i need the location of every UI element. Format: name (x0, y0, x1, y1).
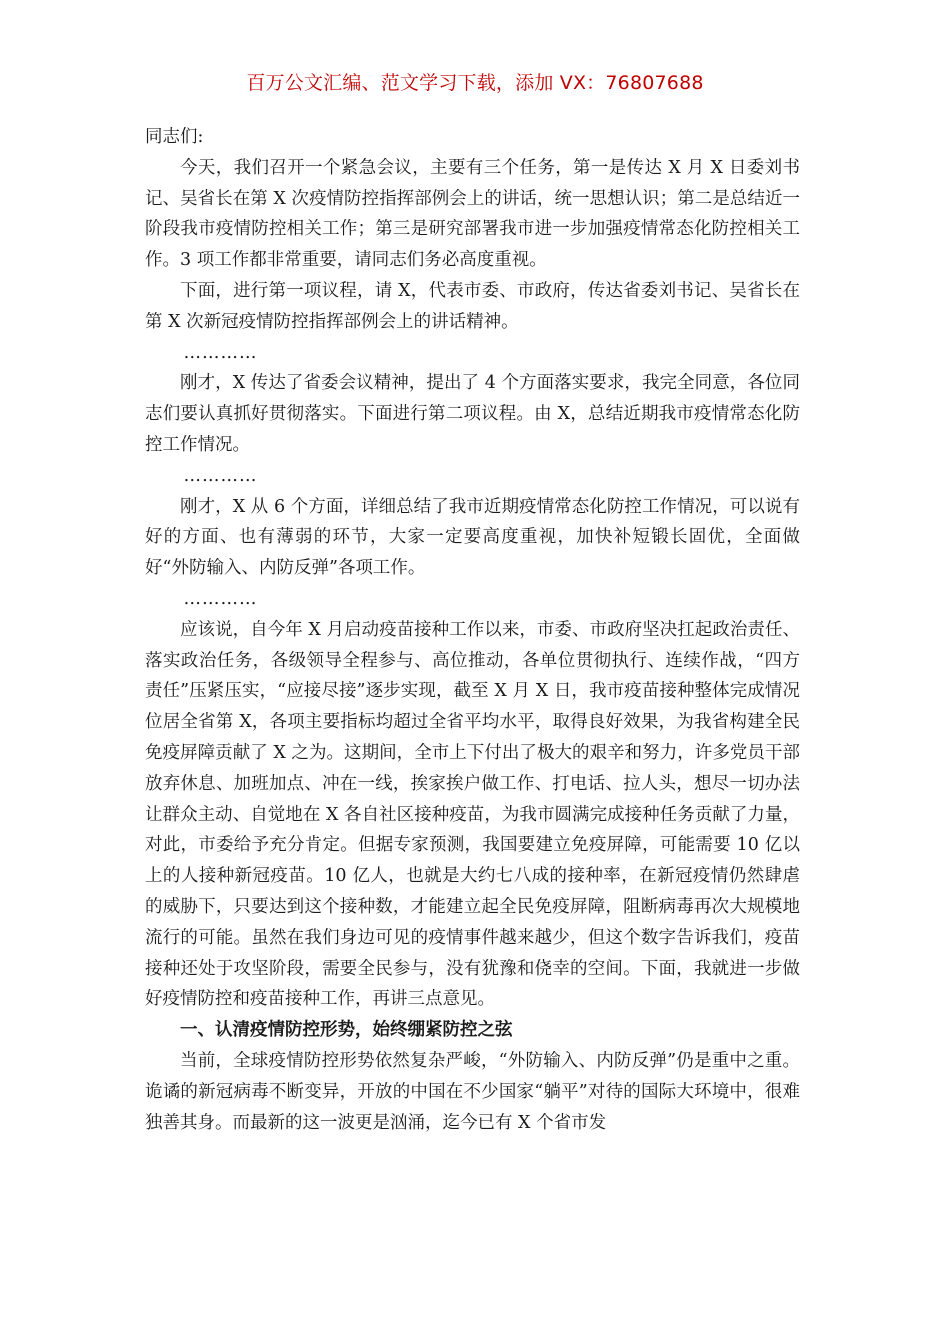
ellipsis-separator: ………… (183, 465, 258, 486)
ellipsis-separator: ………… (183, 342, 258, 363)
paragraph-vaccination-progress: 应该说，自今年 X 月启动疫苗接种工作以来，市委、市政府坚决扛起政治责任、落实政治任务，各级领导全程参与、高位推动，各单位贯彻执行、连续作战，“四方责任”压紧压实，“应接尽接”逐步实现，截至 X 月 X 日，我市疫苗接种整体完成情况位居全省第 X，各项主要指标均超过全省平均水平，取得良好效果，为我省构建全民免疫屏障贡献了 X 之为。这期间，全市上下付出了极大的艰辛和努力，许多党员干部放弃休息、加班加点、冲在一线，挨家挨户做工作、打电话、拉人头，想尽一切办法让群众主动、自觉地在 X 各自社区接种疫苗，为我市圆满完成接种任务贡献了力量，对此，市委给予充分肯定。但据专家预测，我国要建立免疫屏障，可能需要 10 亿以上的人接种新冠疫苗。10 亿人，也就是大约七八成的接种率，在新冠疫情仍然肆虐的威胁下，只要达到这个接种数，才能建立起全民免疫屏障，阻断病毒再次大规模地流行的可能。虽然在我们身边可见的疫情事件越来越少，但这个数字告诉我们，疫苗接种还处于攻坚阶段，需要全民参与，没有犹豫和侥幸的空间。下面，我就进一步做好疫情防控和疫苗接种工作，再讲三点意见。 (145, 619, 800, 1010)
promo-header: 百万公文汇编、范文学习下载，添加 VX：76807688 (246, 72, 704, 94)
paragraph-agenda-one: 下面，进行第一项议程，请 X，代表市委、市政府，传达省委刘书记、吴省长在第 X 次新冠疫情防控指挥部例会上的讲话精神。 (145, 280, 800, 332)
section-heading-one: 一、认清疫情防控形势，始终绷紧防控之弦 (180, 1020, 513, 1041)
salutation: 同志们: (145, 127, 204, 147)
paragraph-situation: 当前，全球疫情防控形势依然复杂严峻，“外防输入、内防反弹”仍是重中之重。诡谲的新冠病毒不断变异，开放的中国在不少国家“躺平”对待的国际大环境中，很难独善其身。而最新的这一波更是汹涌，迄今已有 X 个省市发 (145, 1050, 800, 1133)
paragraph-meeting-intro: 今天，我们召开一个紧急会议，主要有三个任务，第一是传达 X 月 X 日委刘书记、吴省长在第 X 次疫情防控指挥部例会上的讲话，统一思想认识；第二是总结近一阶段我市疫情防控相关工作；第三是研究部署我市进一步加强疫情常态化防控相关工作。3 项工作都非常重要，请同志们务必高度重视。 (145, 157, 800, 271)
document-body (145, 122, 800, 1138)
ellipsis-separator: ………… (183, 588, 258, 609)
paragraph-summary-review: 刚才，X 从 6 个方面，详细总结了我市近期疫情常态化防控工作情况，可以说有好的方面、也有薄弱的环节，大家一定要高度重视，加快补短锻长固优，全面做好“外防输入、内防反弹”各项工作。 (145, 496, 800, 579)
paragraph-agenda-two: 刚才，X 传达了省委会议精神，提出了 4 个方面落实要求，我完全同意，各位同志们要认真抓好贯彻落实。下面进行第二项议程。由 X，总结近期我市疫情常态化防控工作情况。 (145, 373, 800, 455)
